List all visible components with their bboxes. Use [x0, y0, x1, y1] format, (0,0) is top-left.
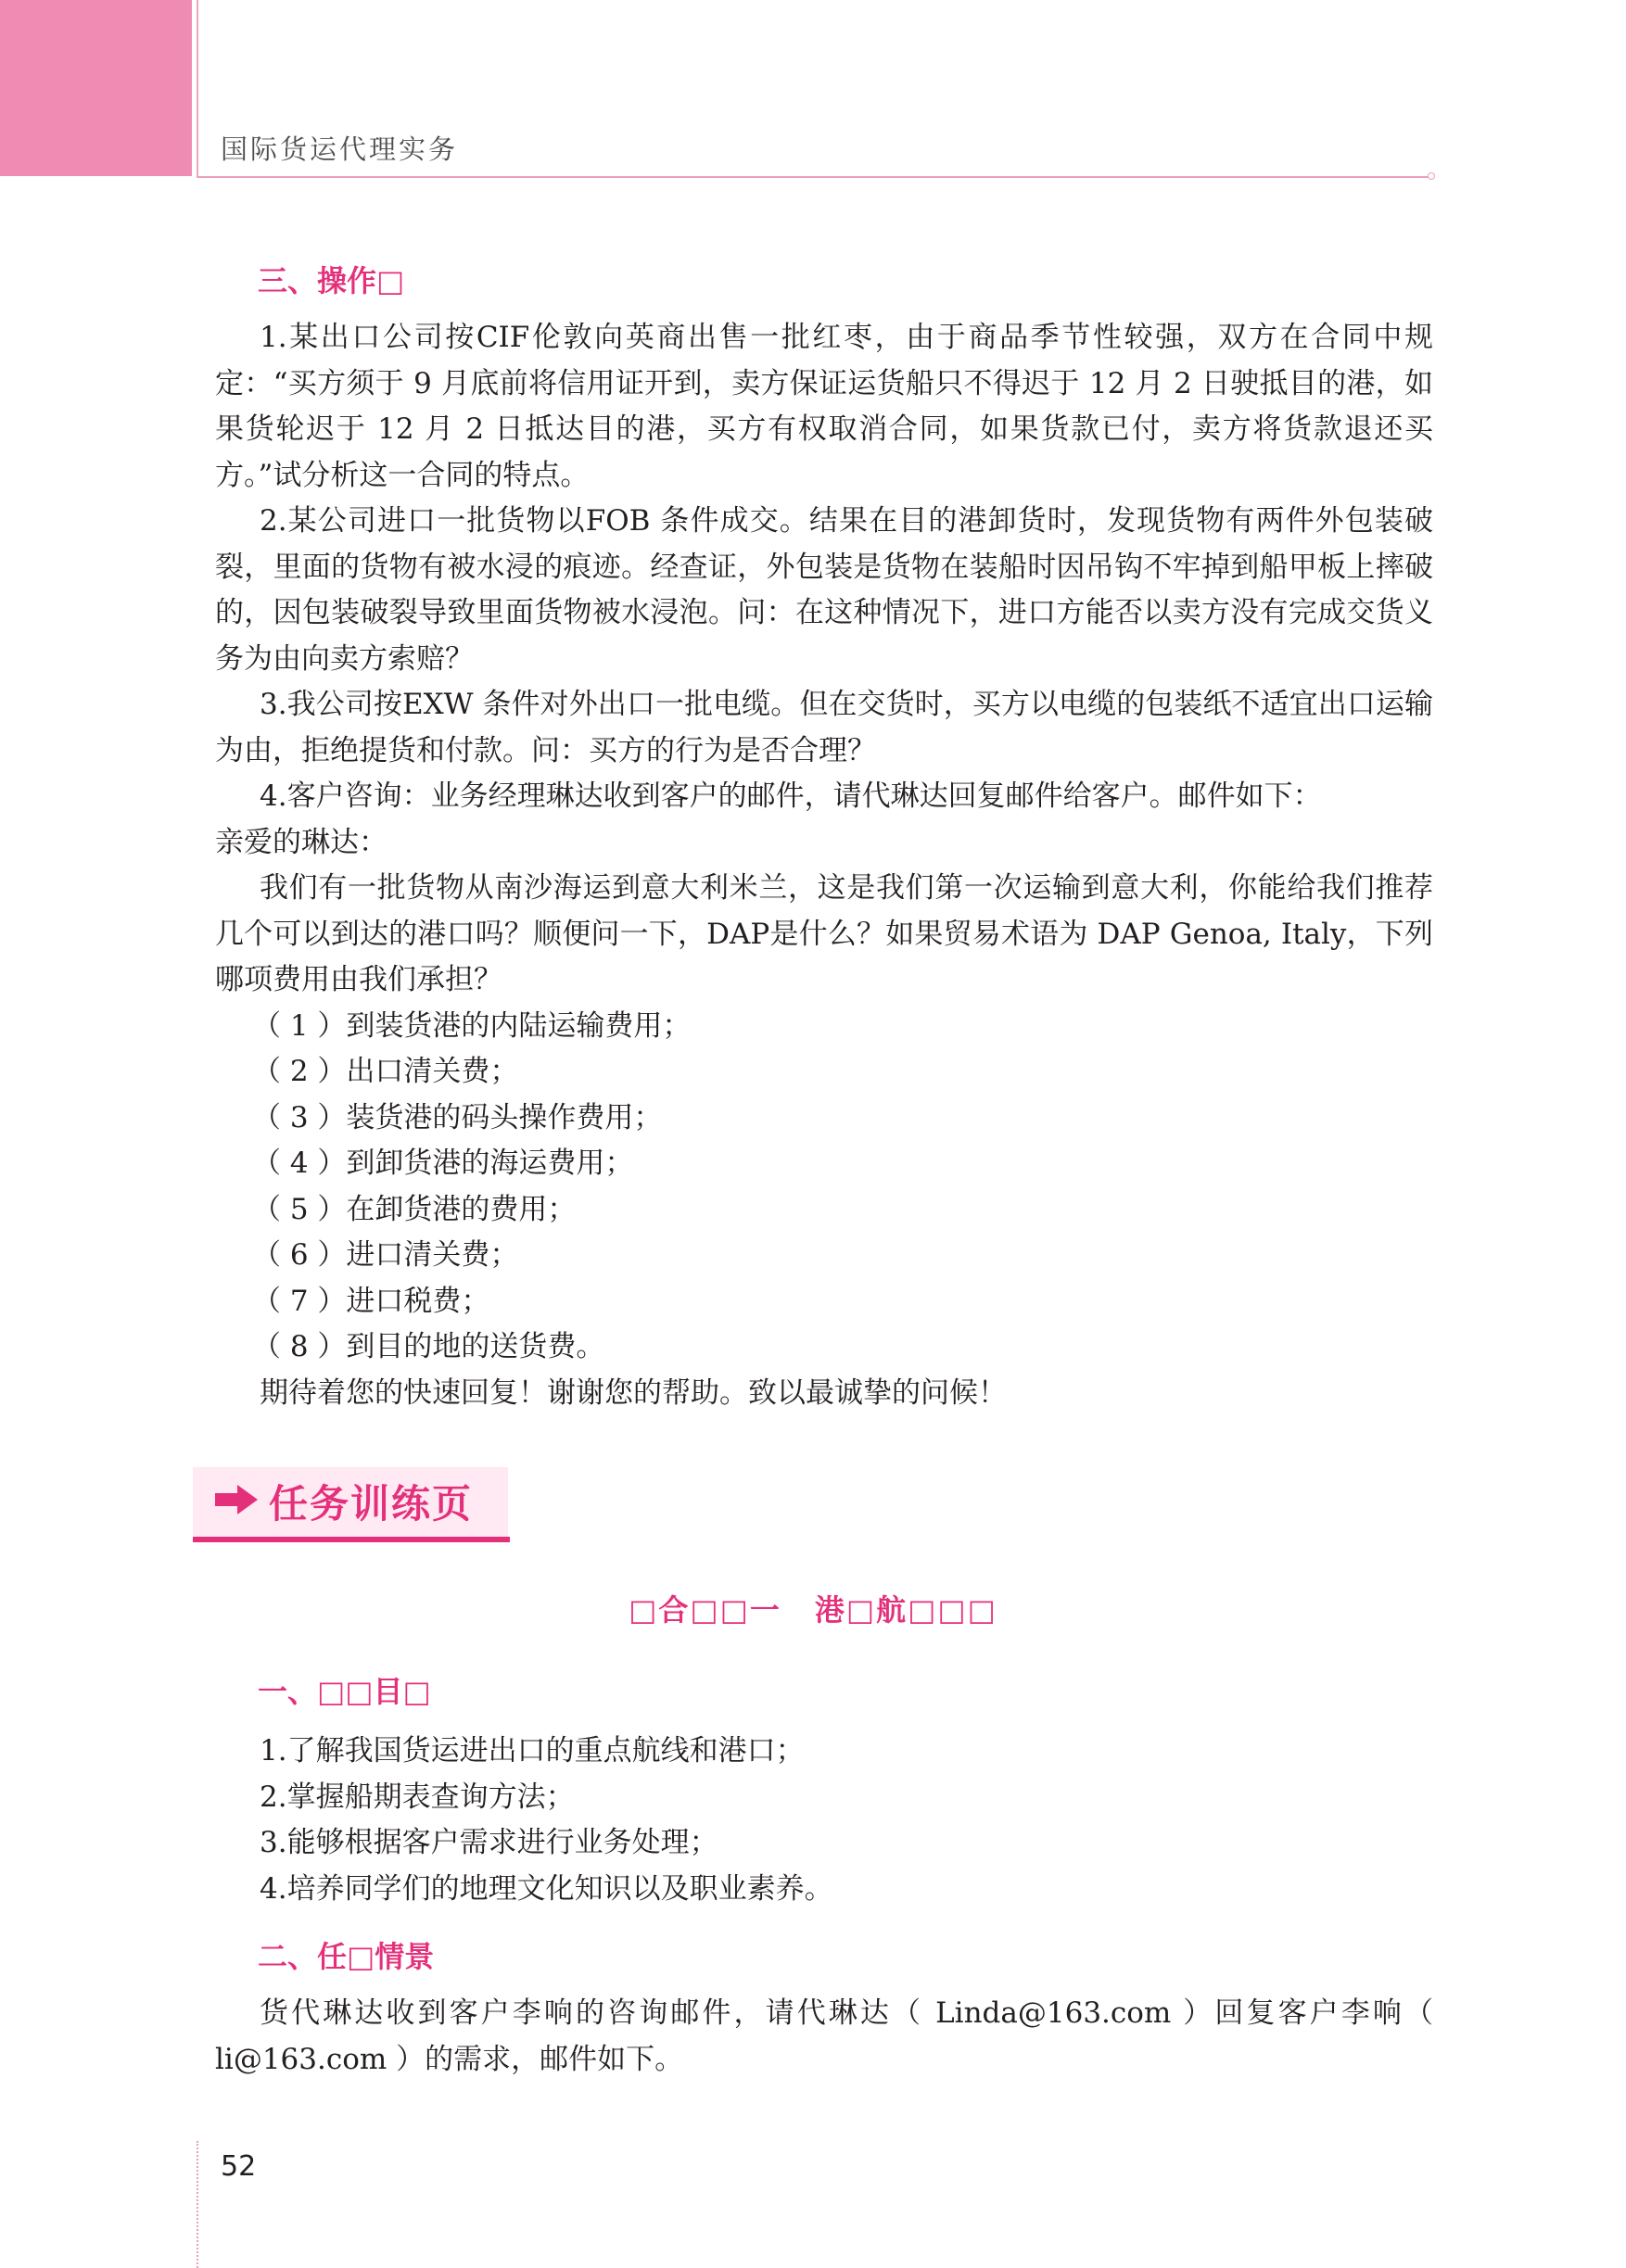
- email-body: 我们有一批货物从南沙海运到意大利米兰，这是我们第一次运输到意大利，你能给我们推荐几个可以到达的港口吗？顺便问一下，DAP是什么？如果贸易术语为 DAP Genoa, Italy，下列哪项费用由我们承担？: [215, 871, 1433, 996]
- header-corner-block: [0, 0, 192, 176]
- header-rule-end-dot: [1428, 172, 1435, 180]
- section-heading-scenario: 二、任□情景: [258, 1939, 435, 1974]
- fee-item-4: （ 4 ）到卸货港的海运费用；: [252, 1147, 634, 1180]
- right-arrow-icon: [213, 1481, 260, 1518]
- question-paragraph-3: 3.我公司按EXW 条件对外出口一批电缆。但在交货时，买方以电缆的包装纸不适宜出口运输为由，拒绝提货和付款。问：买方的行为是否合理？: [215, 688, 1433, 767]
- task-banner-title: 任务训练页: [269, 1481, 474, 1527]
- scenario-body: [215, 1991, 1433, 2083]
- task-title-part-1: □合□□一: [629, 1592, 781, 1628]
- header-vertical-rule: [197, 0, 198, 176]
- footer-dotted-rule: [197, 2141, 198, 2268]
- fee-item-8: （ 8 ）到目的地的送货费。: [252, 1330, 605, 1363]
- page-number: 52: [221, 2150, 257, 2183]
- running-head: 国际货运代理实务: [221, 133, 459, 165]
- fee-item-5: （ 5 ）在卸货港的费用；: [252, 1192, 577, 1226]
- question-paragraph-4: 4.客户咨询：业务经理琳达收到客户的邮件，请代琳达回复邮件给客户。邮件如下：: [260, 779, 1322, 813]
- question-paragraph-2: 2.某公司进口一批货物以FOB 条件成交。结果在目的港卸货时，发现货物有两件外包装破裂，里面的货物有被水浸的痕迹。经查证，外包装是货物在装船时因吊钩不牢掉到船甲板上摔破的，因包装破裂导致里面货物被水浸泡。问：在这种情况下，进口方能否以卖方没有完成交货义务为由向卖方索赔？: [215, 504, 1433, 676]
- scenario-paragraph: 货代琳达收到客户李响的咨询邮件，请代琳达（ Linda@163.com ）回复客户李响（ li@163.com ）的需求，邮件如下。: [215, 1996, 1433, 2076]
- operation-body: [215, 315, 1433, 1416]
- header-rule: [197, 176, 1431, 178]
- objective-item-1: 1.了解我国货运进出口的重点航线和港口；: [260, 1734, 805, 1768]
- section-heading-objectives: 一、□□目□: [258, 1674, 431, 1709]
- fee-item-1: （ 1 ）到装货港的内陆运输费用；: [252, 1008, 692, 1043]
- objective-item-3: 3.能够根据客户需求进行业务处理；: [260, 1826, 718, 1859]
- email-greeting: 亲爱的琳达：: [215, 825, 387, 859]
- objective-item-4: 4.培养同学们的地理文化知识以及职业素养。: [260, 1871, 833, 1906]
- objectives-list: [215, 1729, 1433, 1912]
- question-paragraph-1: 1.某出口公司按CIF伦敦向英商出售一批红枣，由于商品季节性较强，双方在合同中规定：“买方须于 9 月底前将信用证开到，卖方保证运货船只不得迟于 12 月 2 日驶抵目的港，如果货轮迟于 12 月 2 日抵达目的港，买方有权取消合同，如果货款已付，卖方将货款退还买方。”试分析这一合同的特点。: [215, 321, 1433, 492]
- task-banner-rule: [193, 1537, 510, 1542]
- fee-item-3: （ 3 ）装货港的码头操作费用；: [252, 1100, 663, 1134]
- email-closing: 期待着您的快速回复！谢谢您的帮助。致以最诚挚的问候！: [260, 1375, 1007, 1410]
- section-heading-operation: 三、操作□: [258, 263, 405, 298]
- task-title-part-2: 港□航□□□: [814, 1592, 997, 1628]
- task-title: [0, 1587, 1626, 1629]
- fee-item-6: （ 6 ）进口清关费；: [252, 1238, 519, 1272]
- fee-item-7: （ 7 ）进口税费；: [252, 1284, 490, 1318]
- objective-item-2: 2.掌握船期表查询方法；: [260, 1780, 575, 1814]
- fee-item-2: （ 2 ）出口清关费；: [252, 1055, 519, 1088]
